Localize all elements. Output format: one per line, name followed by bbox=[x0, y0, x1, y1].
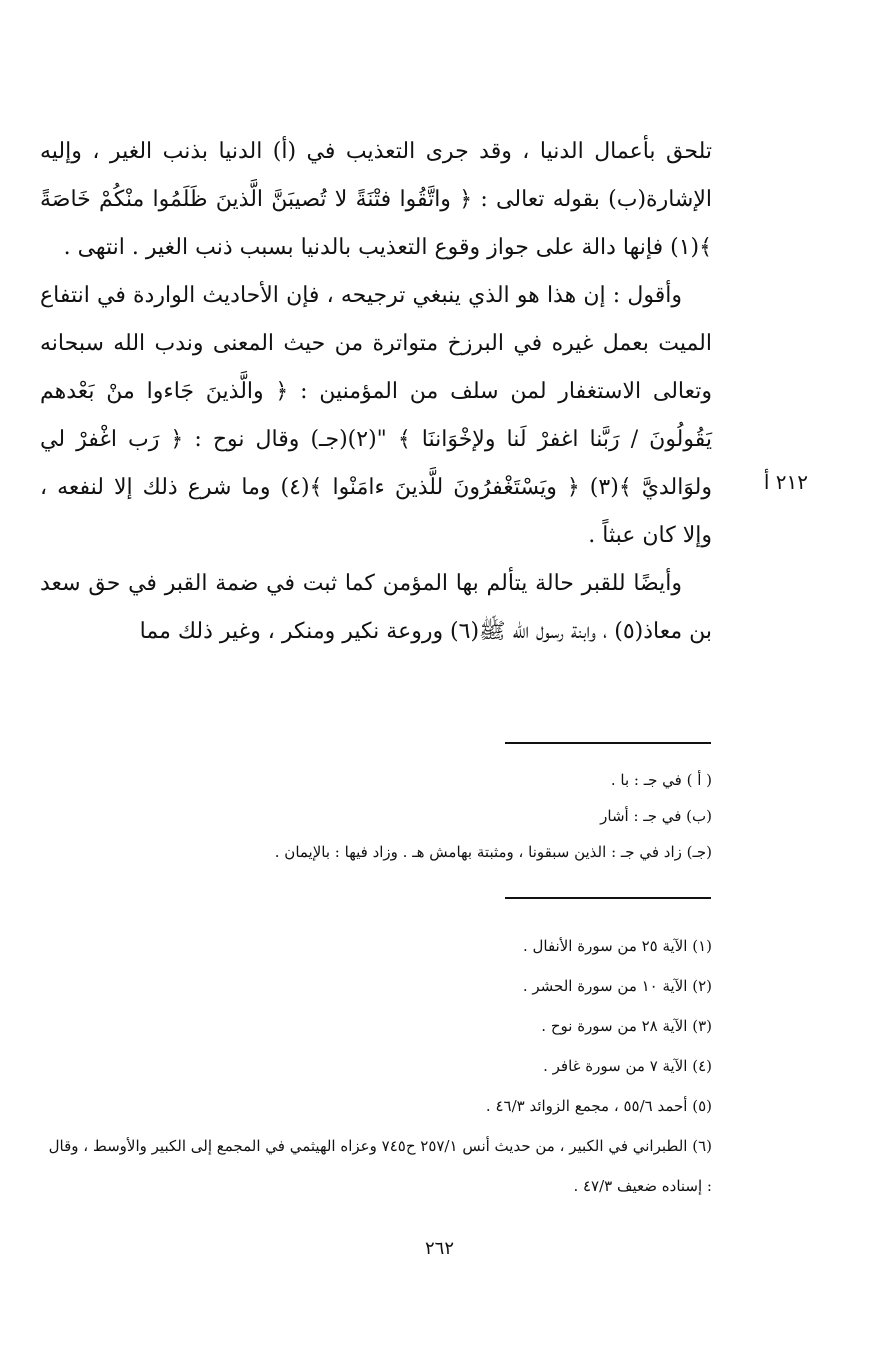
footnote-line: (٥) أحمد ٥٥/٦ ، مجمع الزوائد ٤٦/٣ . bbox=[485, 1097, 712, 1115]
footnote-line: (١) الآية ٢٥ من سورة الأنفال . bbox=[522, 937, 712, 955]
footnote-line: (جـ) زاد في جـ : الذين سبقونا ، ومثبتة بهامش هـ . وزاد فيها : بالإيمان . bbox=[274, 843, 712, 861]
main-text bbox=[40, 128, 712, 656]
footnote-line: (ب) في جـ : أشار bbox=[600, 807, 712, 825]
page-number: ٢٦٢ bbox=[424, 1238, 454, 1259]
footnote-line: (٢) الآية ١٠ من سورة الحشر . bbox=[522, 977, 712, 995]
reference-notes bbox=[40, 926, 712, 1206]
footnote-divider bbox=[505, 897, 711, 899]
paragraph: تلحق بأعمال الدنيا ، وقد جرى التعذيب في (أ) الدنيا بذنب الغير ، وإليه الإشارة(ب) بقوله تعالى : ﴿ واتَّقُوا فتْنَةً لا تُصيبَنَّ الَّذينَ ظَلَمُوا منْكُمْ خَاصَةً ﴾(١) فإنها دالة على جواز وقوع التعذيب بالدنيا بسبب ذنب الغير . انتهى . bbox=[40, 139, 712, 260]
paragraph: وأقول : إن هذا هو الذي ينبغي ترجيحه ، فإن الأحاديث الواردة في انتفاع الميت بعمل غيره في البرزخ متواترة من حيث المعنى وندب الله سبحانه وتعالى الاستغفار لمن سلف من المؤمنين : ﴿ والَّذينَ جَاءوا منْ بَعْدهم يَقُولُونَ / رَبَّنا اغفرْ لَنا ولإخْوَاننَا ﴾ "(٢)(جـ) وقال نوح : ﴿ رَب اغْفرْ لي ولوَالديَّ ﴾(٣) ﴿ ويَسْتَغْفرُونَ للَّذينَ ءامَنْوا ﴾(٤) وما شرع ذلك إلا لنفعه ، وإلا كان عبثاً . bbox=[40, 283, 712, 548]
footnote-line: (٤) الآية ٧ من سورة غافر . bbox=[543, 1057, 712, 1075]
footnote-divider bbox=[505, 742, 711, 744]
footnote-line: (٦) الطبراني في الكبير ، من حديث أنس ٢٥٧/١ ح٧٤٥ وعزاه الهيثمي في المجمع إلى الكبير والأوسط ، وقال : إسناده ضعيف ٤٧/٣ . bbox=[48, 1137, 712, 1195]
footnote-line: (٣) الآية ٢٨ من سورة نوح . bbox=[541, 1017, 712, 1035]
footnote-line: ( أ ) في جـ : با . bbox=[610, 771, 712, 789]
paragraph: وأيضًا للقبر حالة يتألم بها المؤمن كما ثبت في ضمة القبر في حق سعد بن معاذ(٥) ، وابنة رسول الله ﷺ(٦) وروعة نكير ومنكر ، وغير ذلك مما bbox=[40, 571, 712, 644]
variant-notes bbox=[40, 762, 712, 870]
manuscript-folio-marker: ٢١٢ أ bbox=[763, 470, 808, 494]
